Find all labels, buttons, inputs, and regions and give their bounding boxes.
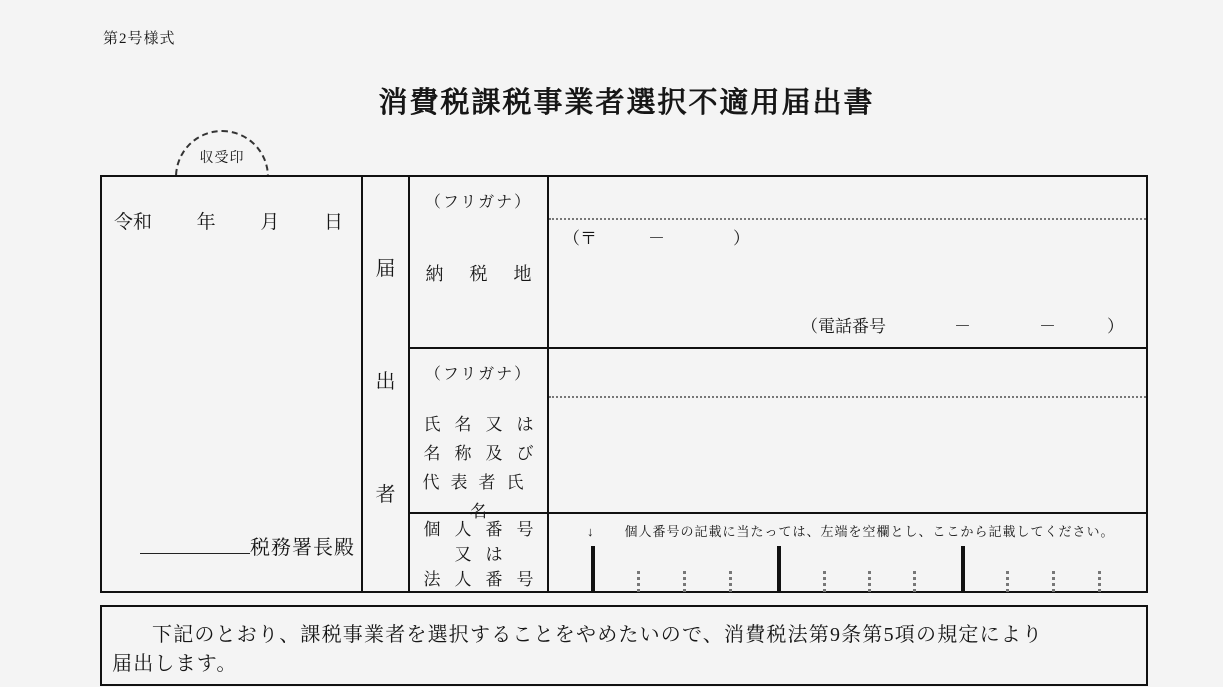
submitter-char: 者 <box>375 484 396 506</box>
declaration-text: 届出します。 <box>112 653 238 675</box>
receipt-stamp <box>170 129 274 176</box>
digit-separator-dotted <box>729 571 732 592</box>
submitter-char: 届 <box>375 258 396 280</box>
date-and-office-cell <box>102 177 363 592</box>
digit-separator-dotted <box>913 571 916 592</box>
name-label: 氏名又は 名称及び 代表者氏名 <box>422 415 548 521</box>
declaration-text: 下記のとおり、課税事業者を選択することをやめたいので、消費税法第9条第5項の規定により <box>152 624 1044 646</box>
date-line <box>114 207 343 234</box>
form-title: 消費税課税事業者選択不適用届出書 <box>378 87 875 119</box>
number-label-cell <box>410 514 549 592</box>
number-label: 個人番号 又は 法人番号 <box>423 520 548 589</box>
tax-office-line <box>140 531 355 560</box>
digit-separator-solid <box>777 546 781 592</box>
address-label: 納税地 <box>425 264 558 284</box>
furigana-label: （フリガナ） <box>424 366 533 383</box>
tax-office-label: 税務署長殿 <box>250 537 355 559</box>
receipt-stamp-label: 収受印 <box>199 151 245 166</box>
furigana-label: （フリガナ） <box>424 194 533 211</box>
address-label-cell <box>410 177 558 349</box>
submitter-char: 出 <box>375 371 396 393</box>
digit-separator-dotted <box>1052 571 1055 592</box>
submitter-vertical-label <box>363 177 410 592</box>
day-label: 日 <box>323 212 343 233</box>
digit-separator-solid <box>591 546 595 592</box>
address-value-cell <box>549 177 1146 349</box>
digit-separator-dotted <box>1006 571 1009 592</box>
submitter-table <box>100 175 1148 593</box>
digit-separator-dotted <box>637 571 640 592</box>
name-furigana-field <box>549 349 1146 398</box>
era-label: 令和 <box>114 212 153 233</box>
form-code: 第2号様式 <box>103 31 176 47</box>
digit-separator-solid <box>961 546 965 592</box>
digit-separator-dotted <box>868 571 871 592</box>
phone-number-field: （電話番号 － － ） <box>801 317 1124 336</box>
digit-separator-dotted <box>683 571 686 592</box>
declaration-box <box>100 605 1148 686</box>
number-instruction <box>587 521 1140 540</box>
digit-separator-dotted <box>1098 571 1101 592</box>
tax-office-name-blank <box>140 532 250 554</box>
month-label: 月 <box>260 212 280 233</box>
name-label-cell <box>410 349 549 521</box>
year-label: 年 <box>196 212 216 233</box>
name-value-cell <box>549 349 1146 514</box>
number-value-cell <box>549 514 1146 592</box>
digit-separator-dotted <box>823 571 826 592</box>
postal-code-field: （〒 － ） <box>563 229 750 248</box>
down-arrow-icon: ↓ <box>587 524 595 539</box>
address-furigana-field <box>549 177 1146 220</box>
number-instruction-text: 個人番号の記載に当たっては、左端を空欄とし、ここから記載してください。 <box>624 524 1115 539</box>
